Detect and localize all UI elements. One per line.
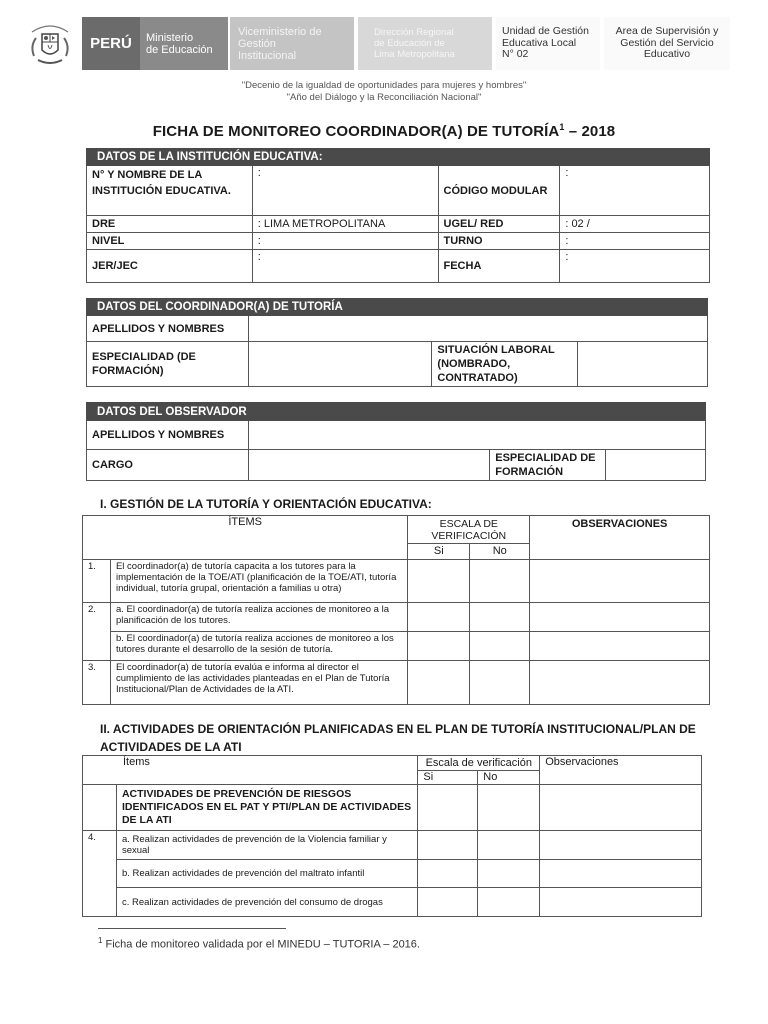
observation-field[interactable]	[530, 661, 710, 705]
no-checkbox[interactable]	[478, 860, 540, 888]
ministry-label: Ministerio de Educación	[140, 17, 228, 70]
no-checkbox[interactable]	[470, 560, 530, 603]
si-header: Si	[418, 771, 478, 785]
table-row	[83, 661, 710, 705]
item-number: 1.	[83, 560, 111, 603]
regional-direction-label: Dirección Regional de Educación de Lima Metropolitana	[358, 17, 492, 70]
si-checkbox[interactable]	[418, 860, 478, 888]
observations-header: OBSERVACIONES	[530, 516, 710, 560]
institution-heading: DATOS DE LA INSTITUCIÓN EDUCATIVA:	[87, 149, 710, 166]
motto-line-1: "Decenio de la igualdad de oportunidades para mujeres y hombres"	[241, 80, 527, 91]
employment-status-label: SITUACIÓN LABORAL (NOMBRADO, CONTRATADO)	[432, 342, 578, 387]
fecha-label: FECHA	[438, 250, 560, 283]
observer-specialty-field[interactable]	[606, 450, 706, 481]
table-row	[83, 888, 702, 917]
turno-label: TURNO	[438, 233, 560, 250]
blank-cell	[418, 785, 478, 831]
section-1-title: I. GESTIÓN DE LA TUTORÍA Y ORIENTACIÓN EDUCATIVA:	[100, 497, 432, 511]
coat-of-arms-icon	[28, 22, 72, 66]
no-checkbox[interactable]	[478, 888, 540, 917]
no-header: No	[470, 544, 530, 560]
items-header: Ítems	[83, 756, 418, 785]
si-checkbox[interactable]	[418, 831, 478, 860]
vice-ministry-label: Viceministerio de Gestión Institucional	[230, 17, 354, 70]
item-number: 2.	[83, 603, 111, 661]
table-row	[83, 860, 702, 888]
modular-code-field[interactable]: :	[560, 166, 710, 216]
item-text: El coordinador(a) de tutoría evalúa e informa al director el cumplimiento de las actividades planteadas en el Plan de Tutoría Institucional/Plan de Actividades de la ATI.	[110, 661, 407, 705]
scale-header: Escala de verificación	[418, 756, 540, 771]
observer-specialty-label: ESPECIALIDAD DE FORMACIÓN	[490, 450, 606, 481]
page-title: FICHA DE MONITOREO COORDINADOR(A) DE TUTORÍA$^1$ – 2018	[152, 122, 616, 140]
nivel-label: NIVEL	[87, 233, 253, 250]
observation-field[interactable]	[540, 831, 702, 860]
coordinator-table	[86, 298, 708, 387]
observations-header: Observaciones	[540, 756, 702, 785]
observation-field[interactable]	[540, 888, 702, 917]
ugel-label: Unidad de Gestión Educativa Local N° 02	[496, 17, 600, 70]
items-header: ÍTEMS	[83, 516, 408, 560]
peru-coat-of-arms-logo	[20, 17, 80, 70]
blank-cell	[540, 785, 702, 831]
turno-field[interactable]: :	[560, 233, 710, 250]
cargo-field[interactable]	[248, 450, 489, 481]
employment-status-field[interactable]	[578, 342, 708, 387]
motto-line-2: "Año del Diálogo y la Reconciliación Nacional"	[286, 92, 482, 103]
blank-cell	[478, 785, 540, 831]
table-row	[83, 831, 702, 860]
table-row	[83, 560, 710, 603]
si-checkbox[interactable]	[408, 560, 470, 603]
prevention-subheading: ACTIVIDADES DE PREVENCIÓN DE RIESGOS IDENTIFICADOS EN EL PAT Y PTI/PLAN DE ACTIVIDADES DE LA ATI	[116, 785, 417, 831]
ugel-red-label: UGEL/ RED	[438, 216, 560, 233]
no-checkbox[interactable]	[470, 603, 530, 632]
si-checkbox[interactable]	[408, 661, 470, 705]
observation-field[interactable]	[530, 603, 710, 632]
coordinator-name-field[interactable]	[248, 316, 707, 342]
jer-jec-field[interactable]: :	[252, 250, 438, 283]
table-row	[83, 603, 710, 632]
item-text: c. Realizan actividades de prevención del consumo de drogas	[116, 888, 417, 917]
observation-field[interactable]	[530, 560, 710, 603]
country-label: PERÚ	[82, 17, 140, 70]
observation-field[interactable]	[540, 860, 702, 888]
observer-heading: DATOS DEL OBSERVADOR	[87, 403, 706, 421]
fecha-field[interactable]: :	[560, 250, 710, 283]
observer-name-field[interactable]	[248, 421, 705, 450]
item-text: El coordinador(a) de tutoría capacita a los tutores para la implementación de la TOE/ATI (planificación de la TOE/ATI, tutoría individual, tutoría grupal, orientación a familias u otra)	[110, 560, 407, 603]
nivel-field[interactable]: :	[252, 233, 438, 250]
no-checkbox[interactable]	[470, 661, 530, 705]
item-text: b. Realizan actividades de prevención del maltrato infantil	[116, 860, 417, 888]
section-1-table	[82, 515, 710, 705]
section-2-title: II. ACTIVIDADES DE ORIENTACIÓN PLANIFICADAS EN EL PLAN DE TUTORÍA INSTITUCIONAL/PLAN DE ACTIVIDADES DE LA ATI	[100, 722, 696, 754]
item-number: 4.	[83, 831, 117, 917]
jer-jec-label: JER/JEC	[87, 250, 253, 283]
si-checkbox[interactable]	[418, 888, 478, 917]
coordinator-specialty-field[interactable]	[248, 342, 432, 387]
coordinator-heading: DATOS DEL COORDINADOR(A) DE TUTORÍA	[87, 299, 708, 316]
si-header: Si	[408, 544, 470, 560]
coordinator-name-label: APELLIDOS Y NOMBRES	[87, 316, 249, 342]
scale-header: ESCALA DE VERIFICACIÓN	[408, 516, 530, 544]
no-header: No	[478, 771, 540, 785]
section-2-table	[82, 755, 702, 917]
institution-table	[86, 148, 710, 283]
no-checkbox[interactable]	[470, 632, 530, 661]
si-checkbox[interactable]	[408, 603, 470, 632]
footnote-divider	[98, 928, 286, 929]
cargo-label: CARGO	[87, 450, 249, 481]
school-name-field[interactable]: :	[252, 166, 438, 216]
modular-code-label: CÓDIGO MODULAR	[438, 166, 560, 216]
footnote: $^1$ Ficha de monitoreo validada por el MINEDU – TUTORIA – 2016.	[98, 936, 420, 951]
observer-table	[86, 402, 706, 481]
item-number: 3.	[83, 661, 111, 705]
blank-cell	[83, 785, 117, 831]
table-row	[83, 632, 710, 661]
ugel-red-field[interactable]: : 02 /	[560, 216, 710, 233]
coordinator-specialty-label: ESPECIALIDAD (DE FORMACIÓN)	[87, 342, 249, 387]
item-text: b. El coordinador(a) de tutoría realiza acciones de monitoreo a los tutores durante el desarrollo de la sesión de tutoría.	[110, 632, 407, 661]
item-text: a. Realizan actividades de prevención de la Violencia familiar y sexual	[116, 831, 417, 860]
item-text: a. El coordinador(a) de tutoría realiza acciones de monitoreo a la planificación de los tutores.	[110, 603, 407, 632]
area-label: Area de Supervisión y Gestión del Servicio Educativo	[604, 17, 730, 70]
school-name-label: N° Y NOMBRE DE LA INSTITUCIÓN EDUCATIVA.	[87, 166, 253, 216]
dre-field[interactable]: : LIMA METROPOLITANA	[252, 216, 438, 233]
observation-field[interactable]	[530, 632, 710, 661]
si-checkbox[interactable]	[408, 632, 470, 661]
dre-label: DRE	[87, 216, 253, 233]
no-checkbox[interactable]	[478, 831, 540, 860]
observer-name-label: APELLIDOS Y NOMBRES	[87, 421, 249, 450]
